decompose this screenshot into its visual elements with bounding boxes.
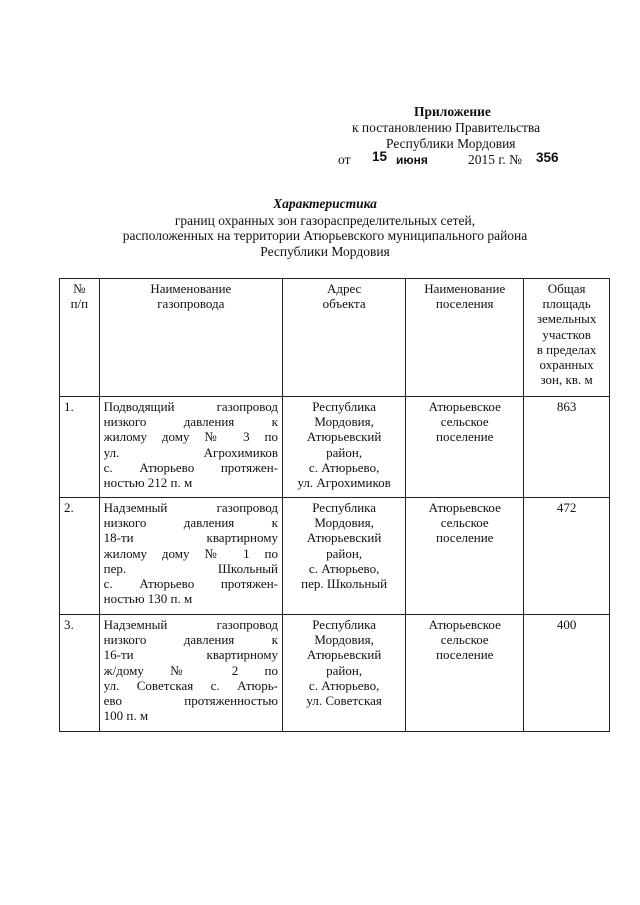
header-area xyxy=(524,279,610,397)
annex-line-decree: к постановлению Правительства xyxy=(352,120,541,135)
address-line: с. Атюрьево, xyxy=(308,677,380,693)
address-line: Мордовия, xyxy=(314,632,374,648)
pipeline-name-line: ево протяженностью xyxy=(103,693,278,709)
pipeline-name xyxy=(99,397,282,498)
header-name-line: газопровода xyxy=(157,296,225,312)
pipeline-name-line: низкого давления к xyxy=(103,515,278,531)
table-row xyxy=(60,397,610,498)
header-area-line: зон, кв. м xyxy=(540,372,593,388)
address-line: Мордовия, xyxy=(314,414,374,430)
address-line: пер. Школьный xyxy=(301,576,388,592)
header-name xyxy=(99,279,282,397)
address-line: район, xyxy=(326,545,363,561)
pipeline-name-line: жилому дому № 3 по xyxy=(103,429,278,445)
pipeline-name-line: 18-ти квартирному xyxy=(103,530,278,546)
address-line: Атюрьевский xyxy=(306,429,382,445)
annex-block xyxy=(338,104,578,170)
settlement-name xyxy=(406,615,524,732)
pipeline-name-line: 100 п. м xyxy=(103,708,149,724)
header-settlement-line: Наименование xyxy=(424,281,506,296)
pipeline-name-line: с. Атюрьево протяжен- xyxy=(103,576,278,592)
annex-number-stamp: 356 xyxy=(536,150,559,165)
heading-line-1: границ охранных зон газораспределительных сетей, xyxy=(174,212,476,228)
table-row xyxy=(60,498,610,615)
annex-month-stamp: июня xyxy=(396,153,428,167)
pipeline-name-line: Надземный газопровод xyxy=(103,617,278,632)
table-header-row xyxy=(60,279,610,397)
pipeline-name-line: Надземный газопровод xyxy=(103,500,278,515)
address-line: Республика xyxy=(312,399,377,414)
settlement-line: Атюрьевское xyxy=(428,399,501,414)
heading-title: Характеристика xyxy=(273,196,377,211)
row-num: 3. xyxy=(60,615,100,732)
document-heading xyxy=(60,196,590,259)
header-num-line: п/п xyxy=(70,296,89,312)
pipeline-name xyxy=(99,498,282,615)
pipeline-name-line: ностью 130 п. м xyxy=(103,591,193,607)
settlement-line: сельское xyxy=(440,515,489,531)
address-line: ул. Советская xyxy=(306,693,382,709)
address-line: район, xyxy=(326,662,363,678)
settlement-line: поселение xyxy=(436,530,494,546)
address-line: Мордовия, xyxy=(314,515,374,531)
header-settlement-line: поселения xyxy=(435,296,494,312)
header-num xyxy=(60,279,100,397)
header-addr-line: Адрес xyxy=(326,281,362,296)
object-address xyxy=(282,498,405,615)
pipeline-name-line: жилому дому № 1 по xyxy=(103,545,278,561)
annex-day-stamp: 15 xyxy=(372,149,388,164)
settlement-name xyxy=(406,498,524,615)
address-line: Атюрьевский xyxy=(306,647,382,663)
area-value: 863 xyxy=(524,397,610,498)
settlement-line: сельское xyxy=(440,632,489,648)
header-area-line: площадь xyxy=(542,296,591,312)
header-addr xyxy=(282,279,405,397)
header-area-line: охранных xyxy=(539,357,594,373)
header-area-line: в пределах xyxy=(536,341,597,357)
pipeline-name-line: ул. Агрохимиков xyxy=(103,444,278,460)
settlement-line: сельское xyxy=(440,414,489,430)
address-line: Атюрьевский xyxy=(306,530,382,546)
settlement-line: поселение xyxy=(436,647,494,663)
address-line: район, xyxy=(326,444,363,460)
area-value: 400 xyxy=(524,615,610,732)
address-line: Республика xyxy=(312,500,377,515)
pipeline-name-line: с. Атюрьево протяжен- xyxy=(103,459,278,475)
settlement-line: Атюрьевское xyxy=(428,617,501,632)
header-area-line: земельных xyxy=(536,311,597,327)
annex-line-republic: Республики Мордовия xyxy=(386,136,516,151)
settlement-line: поселение xyxy=(436,429,494,445)
heading-line-3: Республики Мордовия xyxy=(260,243,390,259)
header-name-line: Наименование xyxy=(150,281,232,296)
annex-year-label: 2015 г. № xyxy=(468,152,523,167)
pipeline-name-line: низкого давления к xyxy=(103,632,278,648)
table-row xyxy=(60,615,610,732)
settlement-line: Атюрьевское xyxy=(428,500,501,515)
gas-pipeline-table xyxy=(59,278,610,732)
pipeline-name-line: Подводящий газопровод xyxy=(103,399,278,414)
row-num: 2. xyxy=(60,498,100,615)
settlement-name xyxy=(406,397,524,498)
pipeline-name-line: 16-ти квартирному xyxy=(103,647,278,663)
pipeline-name-line: ул. Советская с. Атюрь- xyxy=(103,677,278,693)
pipeline-name-line: ж/дому № 2 по xyxy=(103,662,278,678)
header-num-line: № xyxy=(73,281,86,296)
address-line: с. Атюрьево, xyxy=(308,560,380,576)
address-line: Республика xyxy=(312,617,377,632)
heading-line-2: расположенных на территории Атюрьевского муниципального района xyxy=(122,228,528,243)
header-settlement xyxy=(406,279,524,397)
header-area-line: Общая xyxy=(547,281,586,296)
area-value: 472 xyxy=(524,498,610,615)
address-line: ул. Агрохимиков xyxy=(297,475,391,491)
annex-date-prefix: от xyxy=(338,152,351,167)
object-address xyxy=(282,397,405,498)
annex-title: Приложение xyxy=(414,104,491,119)
pipeline-name-line: пер. Школьный xyxy=(103,560,278,576)
pipeline-name-line: низкого давления к xyxy=(103,414,278,430)
header-addr-line: объекта xyxy=(322,296,366,312)
pipeline-name xyxy=(99,615,282,732)
annex-date-line xyxy=(338,149,578,170)
pipeline-name-line: ностью 212 п. м xyxy=(103,475,193,491)
address-line: с. Атюрьево, xyxy=(308,459,380,475)
row-num: 1. xyxy=(60,397,100,498)
header-area-line: участков xyxy=(542,326,591,342)
object-address xyxy=(282,615,405,732)
